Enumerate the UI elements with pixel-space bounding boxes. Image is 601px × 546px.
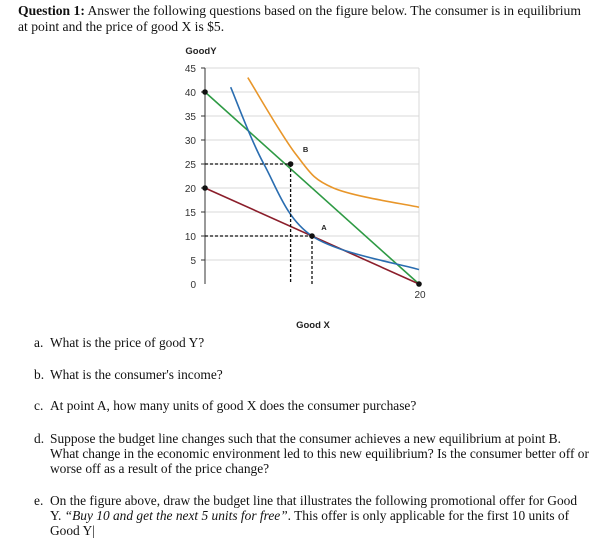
question-letter: b. [34, 367, 45, 382]
point-label: A [321, 223, 327, 232]
point-label: B [302, 145, 309, 154]
intercept-dot [202, 185, 208, 191]
question-letter: c. [34, 398, 44, 413]
question-label: Question 1: [18, 3, 85, 18]
question-letter: a. [34, 335, 44, 350]
equilibrium-point [309, 233, 315, 239]
y-tick-label: 35 [184, 112, 196, 123]
x-axis-label: Good X [296, 320, 330, 331]
y-tick-label: 15 [184, 208, 196, 219]
promo-offer-quote: “Buy 10 and get the next 5 units for free” [64, 508, 288, 523]
question-text: What is the consumer's income? [50, 367, 223, 382]
question-text-pre: On the figure above, draw the budget line that illustrates the following promotional offer for Good Y. [50, 493, 578, 523]
y-tick-label: 40 [184, 88, 196, 99]
y-tick-label: 25 [184, 160, 196, 171]
y-tick-label: 5 [190, 256, 196, 267]
question-text: At point A, how many units of good X does the consumer purchase? [50, 398, 417, 413]
x-tick-label: 20 [414, 290, 426, 301]
question-text [50, 493, 589, 538]
question-text-post: . This offer is only applicable for the first 10 units of Good Y| [50, 508, 570, 538]
intercept-dot [202, 89, 208, 95]
question-letter: d. [34, 431, 45, 446]
y-tick-label: 20 [184, 184, 196, 195]
indifference-curve-blue [231, 87, 419, 269]
y-tick-label: 45 [184, 64, 196, 75]
question-letter: e. [34, 493, 44, 508]
equilibrium-point [288, 161, 294, 167]
intercept-dot [416, 281, 422, 287]
question-text: Suppose the budget line changes such that the consumer achieves a new equilibrium at point B. What change in the economic environment led to this new equilibrium? Is the consumer better off or worse off as a result of the price change? [50, 431, 589, 476]
chart-axes [201, 68, 205, 284]
y-tick-label: 30 [184, 136, 196, 147]
y-tick-label: 0 [190, 280, 196, 291]
intro-line-2: at point and the price of good X is $5. [18, 19, 225, 34]
y-axis-label: GoodY [185, 46, 217, 57]
y-tick-label: 10 [184, 232, 196, 243]
intro-text-1: Answer the following questions based on the figure below. The consumer is in equilibrium [84, 3, 581, 18]
question-text: What is the price of good Y? [50, 335, 205, 350]
